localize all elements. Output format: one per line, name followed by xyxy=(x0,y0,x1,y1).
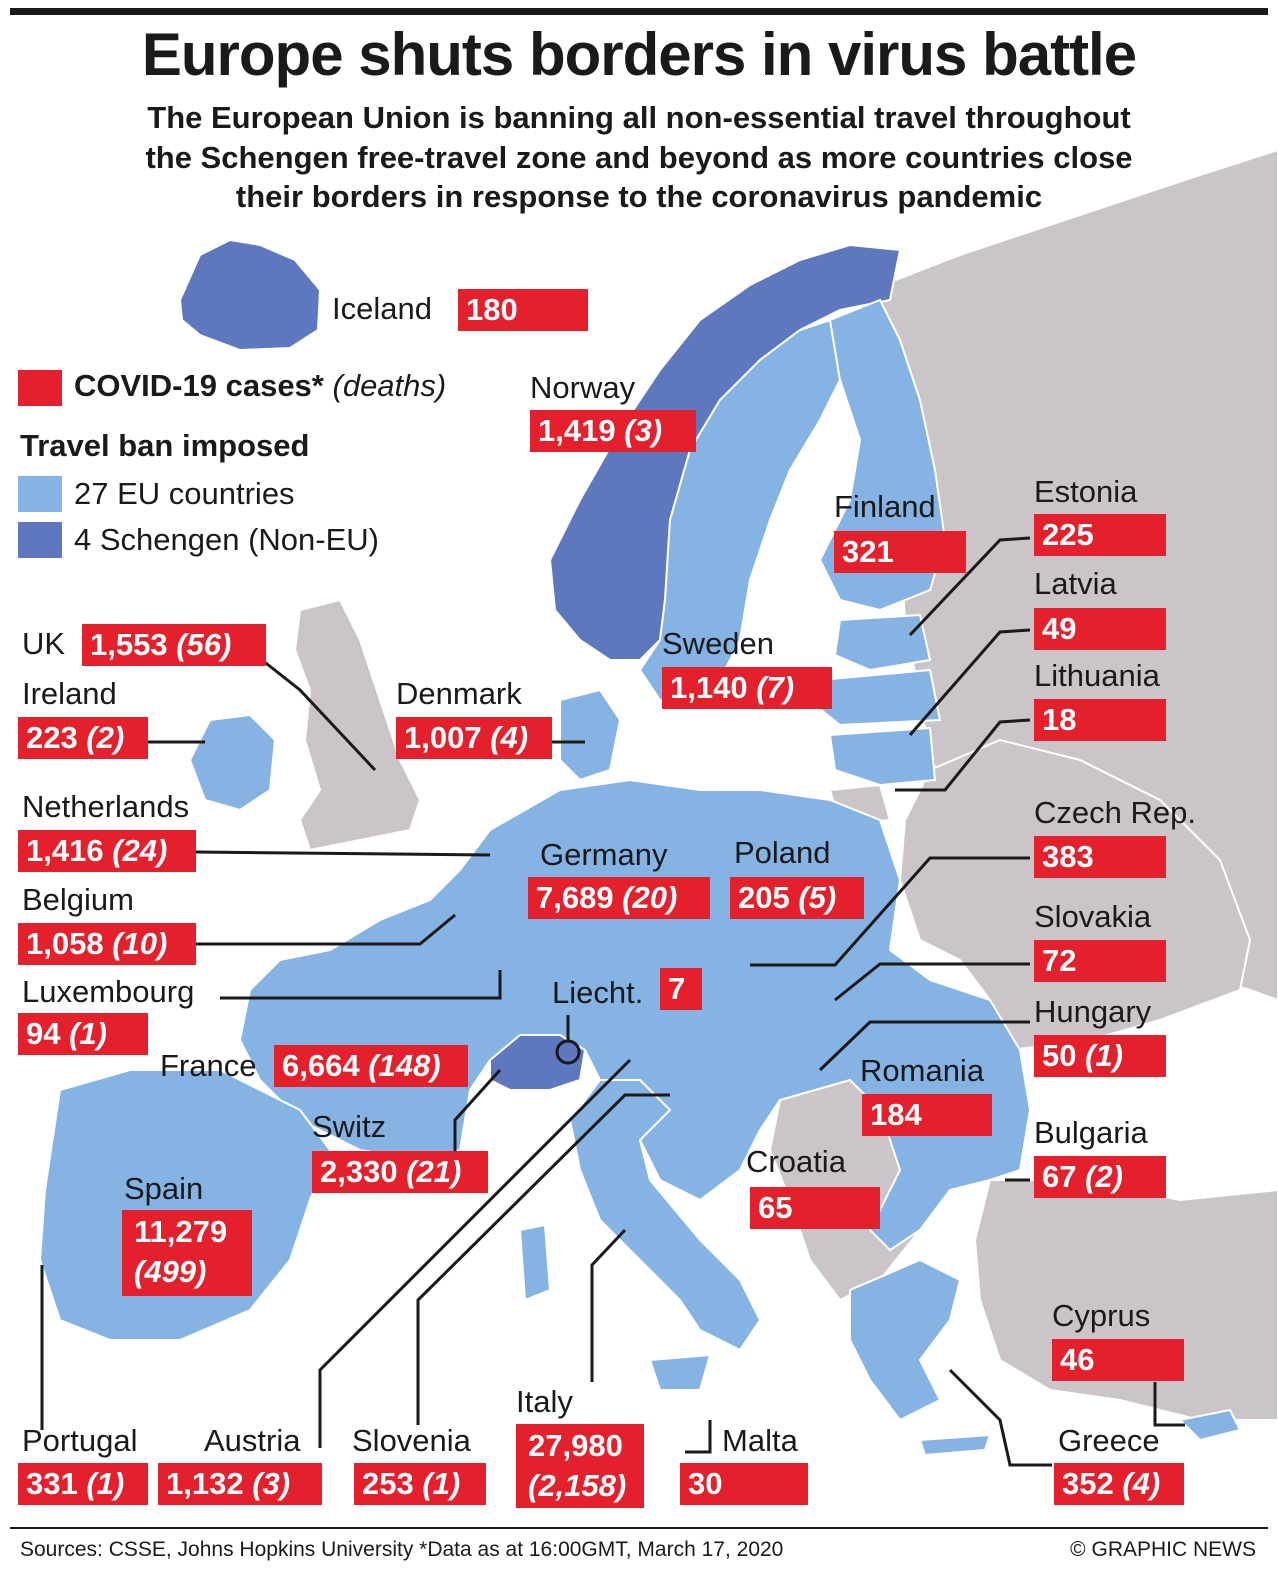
estonia-label: Estonia xyxy=(1034,474,1138,509)
legend-cases-label: COVID-19 cases* xyxy=(74,368,324,403)
legend-cases xyxy=(74,368,446,404)
iceland-cases xyxy=(458,289,588,331)
ireland-shape xyxy=(190,715,275,810)
france-cases-value: 6,664 xyxy=(282,1048,360,1083)
switzerland-cases xyxy=(312,1151,488,1193)
lithuania-cases-value: 18 xyxy=(1042,702,1077,737)
norway-label: Norway xyxy=(530,370,636,405)
romania-cases xyxy=(862,1094,992,1136)
ireland-cases xyxy=(18,717,148,759)
subtitle-line: their borders in response to the coronavirus pandemic xyxy=(235,179,1043,215)
crete-shape xyxy=(920,1435,990,1455)
sweden-cases-value: 1,140 xyxy=(670,670,748,705)
luxembourg-cases xyxy=(18,1013,148,1055)
romania-label: Romania xyxy=(860,1053,985,1088)
subtitle-line: the Schengen free-travel zone and beyond as more countries close xyxy=(145,139,1133,175)
iceland-cases-value: 180 xyxy=(466,292,518,327)
germany-cases-value: 7,689 xyxy=(536,880,614,915)
austria-cases xyxy=(158,1463,322,1505)
france-deaths-value: (148) xyxy=(368,1048,441,1083)
slovenia-deaths-value: (1) xyxy=(422,1466,461,1501)
slovakia-label: Slovakia xyxy=(1034,899,1152,934)
slovakia-cases xyxy=(1034,940,1166,982)
ireland-deaths-value: (2) xyxy=(86,720,125,755)
greece-cases-value: 352 xyxy=(1062,1466,1114,1501)
page-title: Europe shuts borders in virus battle xyxy=(141,21,1137,88)
uk-cases-value: 1,553 xyxy=(90,627,168,662)
spain-cases-value: 11,279 xyxy=(134,1214,228,1249)
slovenia-label: Slovenia xyxy=(352,1423,471,1458)
finland-cases xyxy=(834,531,966,573)
credit: © GRAPHIC NEWS xyxy=(1070,1538,1256,1561)
estonia-cases xyxy=(1034,514,1166,556)
denmark-label: Denmark xyxy=(396,676,522,711)
denmark-cases-value: 1,007 xyxy=(404,720,482,755)
greece-shape xyxy=(850,1260,960,1420)
sweden-label: Sweden xyxy=(662,626,775,661)
czech-label: Czech Rep. xyxy=(1034,795,1196,830)
ireland-cases-value: 223 xyxy=(26,720,78,755)
poland-label: Poland xyxy=(734,835,831,870)
iceland-label: Iceland xyxy=(332,291,432,326)
italy-leader xyxy=(592,1230,625,1382)
latvia-cases xyxy=(1034,608,1166,650)
netherlands-deaths-value: (24) xyxy=(112,833,168,868)
france-cases xyxy=(274,1045,468,1087)
lithuania-shape xyxy=(830,728,935,785)
belgium-label: Belgium xyxy=(22,882,134,917)
estonia-cases-value: 225 xyxy=(1042,517,1094,552)
ireland-label: Ireland xyxy=(22,676,117,711)
germany-deaths-value: (20) xyxy=(622,880,678,915)
portugal-cases xyxy=(18,1463,148,1505)
subtitle-line: The European Union is banning all non-essential travel throughout xyxy=(147,100,1131,135)
malta-leader xyxy=(685,1420,710,1452)
legend-travel-ban-heading: Travel ban imposed xyxy=(20,428,310,463)
poland-deaths-value: (5) xyxy=(798,880,837,915)
luxembourg-cases-value: 94 xyxy=(26,1016,61,1051)
legend-schengen-swatch xyxy=(18,522,62,558)
denmark-cases xyxy=(396,717,552,759)
malta-label: Malta xyxy=(722,1423,798,1458)
liechtenstein-marker xyxy=(557,1041,579,1063)
portugal-label: Portugal xyxy=(22,1423,138,1458)
sweden-cases xyxy=(662,667,832,709)
denmark-shape xyxy=(560,690,620,780)
poland-cases xyxy=(730,877,864,919)
cyprus-label: Cyprus xyxy=(1052,1298,1151,1333)
sweden-deaths-value: (7) xyxy=(756,670,795,705)
netherlands-cases-value: 1,416 xyxy=(26,833,104,868)
cyprus-cases xyxy=(1052,1339,1184,1381)
sources-note: Sources: CSSE, Johns Hopkins University *Data as at 16:00GMT, March 17, 2020 xyxy=(20,1538,784,1561)
norway-cases-value: 1,419 xyxy=(538,413,616,448)
cyprus-cases-value: 46 xyxy=(1060,1342,1095,1377)
uk-deaths-value: (56) xyxy=(176,627,232,662)
liechtenstein-label: Liecht. xyxy=(552,975,644,1010)
legend-cases-swatch xyxy=(18,370,62,406)
luxembourg-deaths-value: (1) xyxy=(69,1016,107,1051)
bulgaria-deaths-value: (2) xyxy=(1085,1159,1123,1194)
slovakia-cases-value: 72 xyxy=(1042,943,1077,978)
belgium-cases xyxy=(18,923,196,965)
slovenia-cases-value: 253 xyxy=(362,1466,414,1501)
malta-cases-value: 30 xyxy=(688,1466,723,1501)
latvia-shape xyxy=(815,670,940,725)
spain-cases xyxy=(122,1210,252,1296)
spain-deaths-value: (499) xyxy=(134,1254,207,1289)
malta-cases xyxy=(680,1463,808,1505)
lithuania-label: Lithuania xyxy=(1034,658,1160,693)
switzerland-label: Switz xyxy=(312,1109,387,1144)
croatia-cases xyxy=(750,1187,880,1229)
denmark-deaths-value: (4) xyxy=(490,720,529,755)
netherlands-label: Netherlands xyxy=(22,789,190,824)
sicily-shape xyxy=(650,1355,710,1390)
luxembourg-label: Luxembourg xyxy=(22,974,195,1009)
finland-label: Finland xyxy=(834,489,936,524)
greece-deaths-value: (4) xyxy=(1122,1466,1161,1501)
subtitle xyxy=(0,98,1278,217)
bulgaria-cases-value: 67 xyxy=(1042,1159,1077,1194)
germany-label: Germany xyxy=(540,837,668,872)
iceland-shape xyxy=(180,240,320,350)
czech-cases xyxy=(1034,836,1166,878)
netherlands-cases xyxy=(18,830,196,872)
sardinia-shape xyxy=(520,1225,550,1300)
norway-deaths-value: (3) xyxy=(624,413,663,448)
lithuania-cases xyxy=(1034,699,1166,741)
legend-schengen-label: 4 Schengen (Non-EU) xyxy=(74,522,379,557)
italy-cases xyxy=(516,1424,644,1508)
liechtenstein-cases xyxy=(660,968,702,1010)
austria-cases-value: 1,132 xyxy=(166,1466,244,1501)
italy-label: Italy xyxy=(516,1384,573,1419)
uk-cases xyxy=(82,624,266,666)
portugal-cases-value: 331 xyxy=(26,1466,78,1501)
greece-label: Greece xyxy=(1058,1423,1160,1458)
hungary-deaths-value: (1) xyxy=(1085,1038,1123,1073)
latvia-cases-value: 49 xyxy=(1042,611,1077,646)
romania-cases-value: 184 xyxy=(870,1097,922,1132)
uk-label: UK xyxy=(22,626,66,661)
legend-eu-label: 27 EU countries xyxy=(74,476,295,511)
hungary-cases xyxy=(1034,1035,1166,1077)
bulgaria-cases xyxy=(1034,1156,1166,1198)
hungary-label: Hungary xyxy=(1034,994,1152,1029)
switzerland-deaths-value: (21) xyxy=(406,1154,462,1189)
spain-label: Spain xyxy=(124,1171,204,1206)
belgium-deaths-value: (10) xyxy=(112,926,168,961)
switzerland-cases-value: 2,330 xyxy=(320,1154,398,1189)
estonia-shape xyxy=(835,615,930,670)
poland-cases-value: 205 xyxy=(738,880,790,915)
belgium-cases-value: 1,058 xyxy=(26,926,104,961)
austria-label: Austria xyxy=(204,1423,301,1458)
croatia-cases-value: 65 xyxy=(758,1190,793,1225)
bottom-rule xyxy=(10,1527,1268,1529)
finland-cases-value: 321 xyxy=(842,534,894,569)
italy-deaths-value: (2,158) xyxy=(528,1468,627,1503)
france-label: France xyxy=(160,1048,257,1083)
slovenia-cases xyxy=(354,1463,486,1505)
italy-cases-value: 27,980 xyxy=(528,1428,623,1463)
germany-cases xyxy=(528,877,710,919)
portugal-deaths-value: (1) xyxy=(86,1466,125,1501)
croatia-label: Croatia xyxy=(746,1144,846,1179)
bulgaria-label: Bulgaria xyxy=(1034,1115,1148,1150)
hungary-cases-value: 50 xyxy=(1042,1038,1077,1073)
liechtenstein-cases-value: 7 xyxy=(668,971,686,1006)
greece-cases xyxy=(1054,1463,1184,1505)
czech-cases-value: 383 xyxy=(1042,839,1094,874)
norway-cases xyxy=(530,410,696,452)
legend-eu-swatch xyxy=(18,476,62,512)
austria-deaths-value: (3) xyxy=(252,1466,291,1501)
latvia-label: Latvia xyxy=(1034,566,1117,601)
legend-deaths-label: (deaths) xyxy=(332,368,447,403)
netherlands-leader xyxy=(196,852,490,855)
